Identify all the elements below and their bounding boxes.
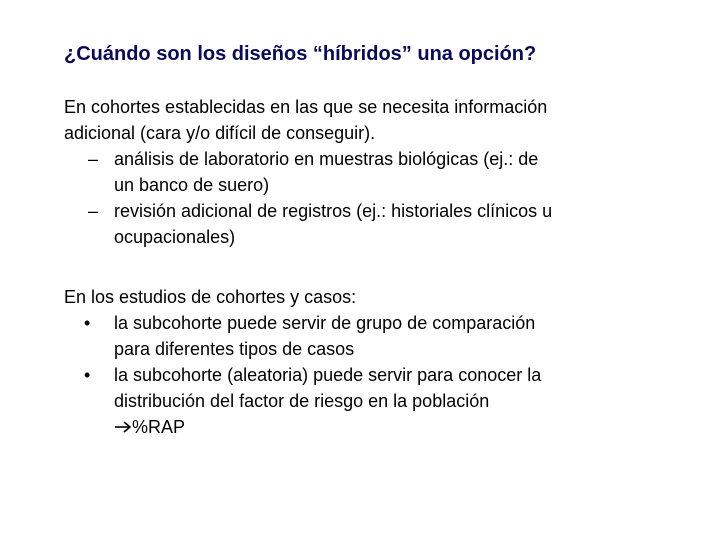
paragraph-cohortes [64,94,664,250]
paragraph-line: En cohortes establecidas en las que se necesita información [64,97,548,117]
dash-list-item [64,198,664,250]
rap-line [64,414,664,440]
list-item-line: la subcohorte puede servir de grupo de comparación [114,313,536,333]
paragraph-line: En los estudios de cohortes y casos: [64,287,357,307]
bullet-list-item [64,310,664,362]
dash-marker: – [88,201,99,221]
list-item-line: ocupacionales) [114,227,236,247]
right-arrow-icon [114,415,132,429]
bullet-marker: • [84,365,91,385]
dash-marker: – [88,149,99,169]
list-item-line: un banco de suero) [114,175,270,195]
bullet-list-item [64,362,664,414]
list-item-line: para diferentes tipos de casos [114,339,355,359]
rap-text: %RAP [132,417,186,437]
paragraph-cohortes-casos [64,284,664,440]
list-item-line: revisión adicional de registros (ej.: historiales clínicos u [114,201,553,221]
list-item-line: la subcohorte (aleatoria) puede servir para conocer la [114,365,542,385]
bullet-marker: • [84,313,91,333]
slide-title: ¿Cuándo son los diseños “híbridos” una opción? [64,43,537,65]
list-item-line: distribución del factor de riesgo en la población [114,391,490,411]
dash-list-item [64,146,664,198]
paragraph-line: adicional (cara y/o difícil de conseguir). [64,123,376,143]
list-item-line: análisis de laboratorio en muestras biológicas (ej.: de [114,149,539,169]
